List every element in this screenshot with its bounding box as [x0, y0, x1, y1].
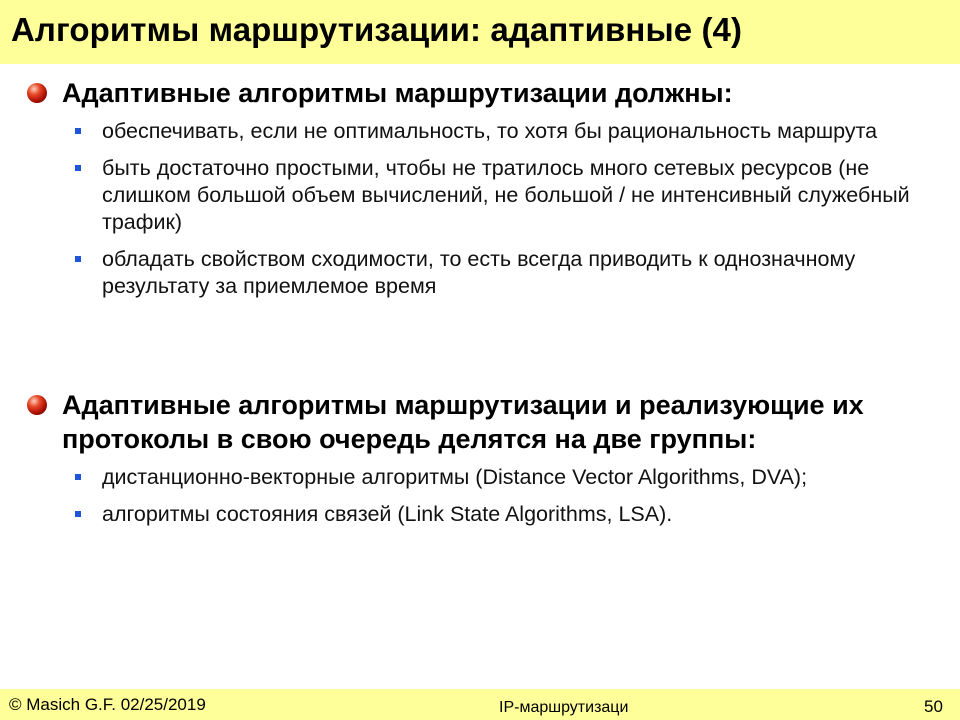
page-number: 50 — [924, 697, 943, 716]
blue-square-bullet-icon — [75, 256, 81, 262]
section-heading — [0, 76, 960, 110]
list-item — [0, 464, 960, 491]
list-item-text: быть достаточно простыми, чтобы не тратилось много сетевых ресурсов (не слишком большой объем вычислений, не большой / не интенсивный служебный трафик) — [102, 156, 910, 234]
section-heading-text: Адаптивные алгоритмы маршрутизации и реализующие их протоколы в свою очередь делятся на две группы: — [62, 390, 864, 454]
red-ball-bullet-icon — [27, 83, 47, 103]
list-item-text: обладать свойством сходимости, то есть всегда приводить к однозначному результату за приемлемое время — [102, 247, 856, 298]
blue-square-bullet-icon — [75, 474, 81, 480]
footer-bar — [0, 689, 960, 720]
footer-copyright: © Masich G.F. 02/25/2019 — [9, 695, 206, 714]
section-requirements — [0, 76, 960, 300]
footer-title: IP-маршрутизаци — [499, 699, 629, 716]
red-ball-bullet-icon — [27, 395, 47, 415]
slide-title: Алгоритмы маршрутизации: адаптивные (4) — [11, 11, 743, 48]
section-heading-text: Адаптивные алгоритмы маршрутизации должны: — [62, 78, 733, 108]
blue-square-bullet-icon — [75, 511, 81, 517]
list-item-text: алгоритмы состояния связей (Link State Algorithms, LSA). — [102, 502, 673, 526]
list-item — [0, 118, 960, 145]
blue-square-bullet-icon — [75, 128, 81, 134]
list-item — [0, 155, 960, 236]
title-bar — [0, 0, 960, 64]
list-item — [0, 246, 960, 300]
list-item — [0, 501, 960, 528]
section-groups — [0, 388, 960, 528]
list-item-text: дистанционно-векторные алгоритмы (Distance Vector Algorithms, DVA); — [102, 465, 808, 489]
list-item-text: обеспечивать, если не оптимальность, то хотя бы рациональность маршрута — [102, 119, 878, 143]
section-heading — [0, 388, 960, 456]
blue-square-bullet-icon — [75, 165, 81, 171]
